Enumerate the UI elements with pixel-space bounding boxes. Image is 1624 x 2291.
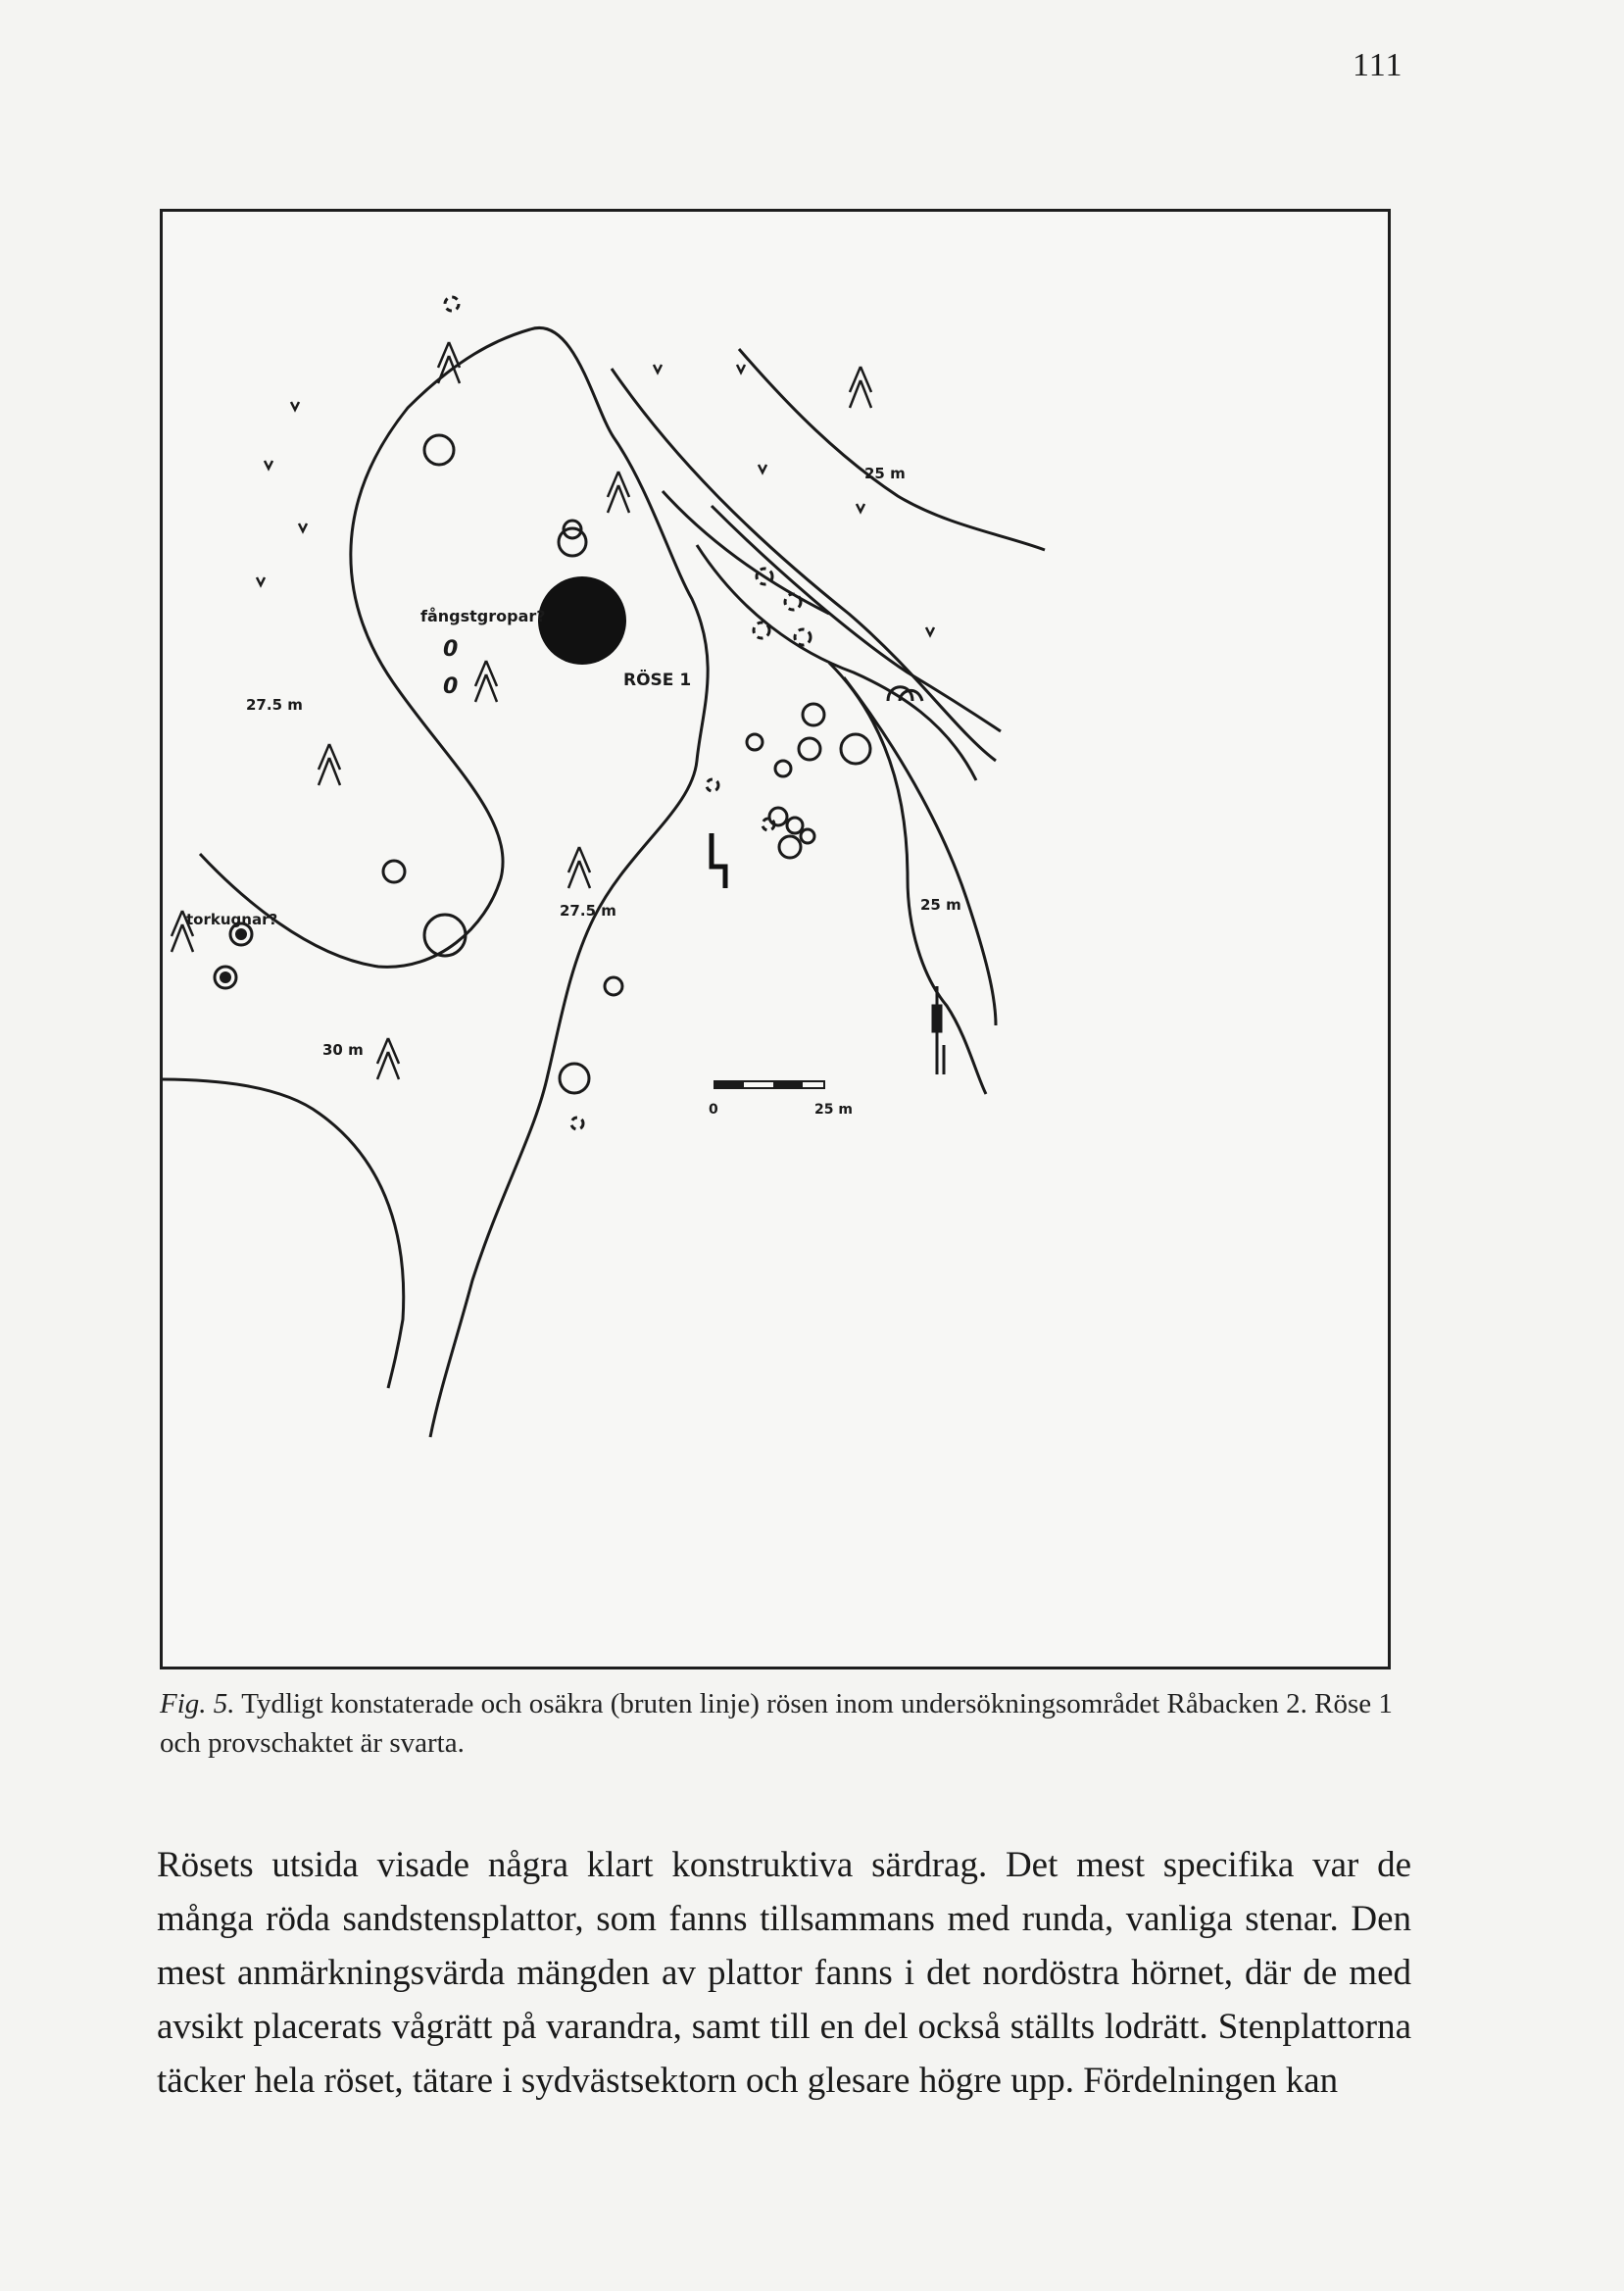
body-paragraph: Rösets utsida visade några klart konstruktiva särdrag. Det mest specifika var de många röda sandstensplattor, som fanns tillsammans med runda, vanliga stenar. Den mest anmärkningsvärda mängden av plattor fanns i det nordöstra hörnet, där de med avsikt placerats vågrätt på varandra, samt till en del också ställts lodrätt. Stenplattorna täcker hela röset, tätare i sydvästsektorn och glesare högre upp. Fördelningen kan <box>157 1845 1411 2101</box>
conifer-icon <box>377 1038 399 1079</box>
contour-25-right <box>829 663 986 1094</box>
wet-ground-icon <box>299 523 307 531</box>
contour-25-b <box>663 491 1001 731</box>
contour-30 <box>163 1079 404 1388</box>
wet-ground-icon <box>654 365 662 373</box>
cairn-marker <box>801 829 814 843</box>
conifer-icon <box>608 472 629 513</box>
figure-caption-text: Tydligt konstaterade och osäkra (bruten linje) rösen inom undersökningsområdet Råbacken 2. Röse 1 och provschaktet är svarta. <box>160 1688 1393 1759</box>
figure-label: Fig. 5. <box>160 1688 235 1719</box>
conifer-icon <box>850 367 871 408</box>
cairn-marker <box>775 761 791 776</box>
wet-ground-icon <box>857 504 864 512</box>
conifer-icon <box>438 342 460 383</box>
drying-kilns <box>215 923 252 988</box>
contour-ridge <box>612 369 996 761</box>
label-fangstgropar: fångstgropar? <box>420 607 546 625</box>
label-torkugnar: torkugnar? <box>186 911 278 928</box>
kiln-marker <box>235 928 247 940</box>
kiln-marker <box>220 971 231 983</box>
label-pit-2: 0 <box>443 674 459 699</box>
cairn-marker <box>799 738 820 760</box>
uncertain-cairn-marker <box>707 779 718 791</box>
cairn-marker <box>841 734 870 764</box>
wet-ground-icon <box>926 627 934 635</box>
uncertain-cairn-marker <box>795 629 811 645</box>
uncertain-cairns <box>445 297 811 1129</box>
label-contour-25-right: 25 m <box>920 896 961 914</box>
contour-25-top <box>739 349 1045 550</box>
conifer-icon <box>319 744 340 785</box>
cairn-marker <box>747 734 763 750</box>
conifer-icon <box>475 661 497 702</box>
rose-1-marker <box>538 576 626 665</box>
cairn-marker <box>383 861 405 882</box>
cairn-marker <box>787 818 803 833</box>
cairn-marker <box>424 435 454 465</box>
page-number: 111 <box>1353 47 1403 83</box>
label-contour-27-5-left: 27.5 m <box>246 696 303 714</box>
label-scale-start: 0 <box>709 1102 718 1118</box>
label-scale-end: 25 m <box>814 1102 853 1118</box>
scale-bar <box>714 1081 824 1088</box>
cairn-marker <box>605 977 622 995</box>
wet-ground-icon <box>291 402 299 410</box>
map-figure <box>160 209 1391 1669</box>
conifer-icon <box>568 847 590 888</box>
cairn-marker <box>803 704 824 725</box>
wet-ground-icon <box>257 577 265 585</box>
wet-ground-icon <box>737 365 745 373</box>
wet-ground-icon <box>759 465 766 473</box>
figure-caption <box>160 1684 1434 1763</box>
cairn-marker <box>769 808 787 825</box>
uncertain-cairn-marker <box>571 1118 583 1129</box>
label-rose-1: RÖSE 1 <box>623 671 692 690</box>
wet-ground-icon <box>265 461 272 469</box>
uncertain-cairn-marker <box>445 297 459 311</box>
contour-27-5-loop <box>200 327 708 1437</box>
contour-25-a <box>697 545 976 780</box>
contour-lines <box>163 327 1045 1437</box>
trial-trench <box>712 833 725 888</box>
label-contour-25-top: 25 m <box>864 465 906 482</box>
label-contour-30: 30 m <box>322 1041 364 1059</box>
cairn-marker <box>779 836 801 858</box>
contour-25-c <box>844 677 996 1025</box>
label-pit-1: 0 <box>443 637 459 662</box>
site-map <box>163 212 1388 1667</box>
label-contour-27-5-center: 27.5 m <box>560 902 616 920</box>
cairn-marker <box>560 1064 589 1093</box>
